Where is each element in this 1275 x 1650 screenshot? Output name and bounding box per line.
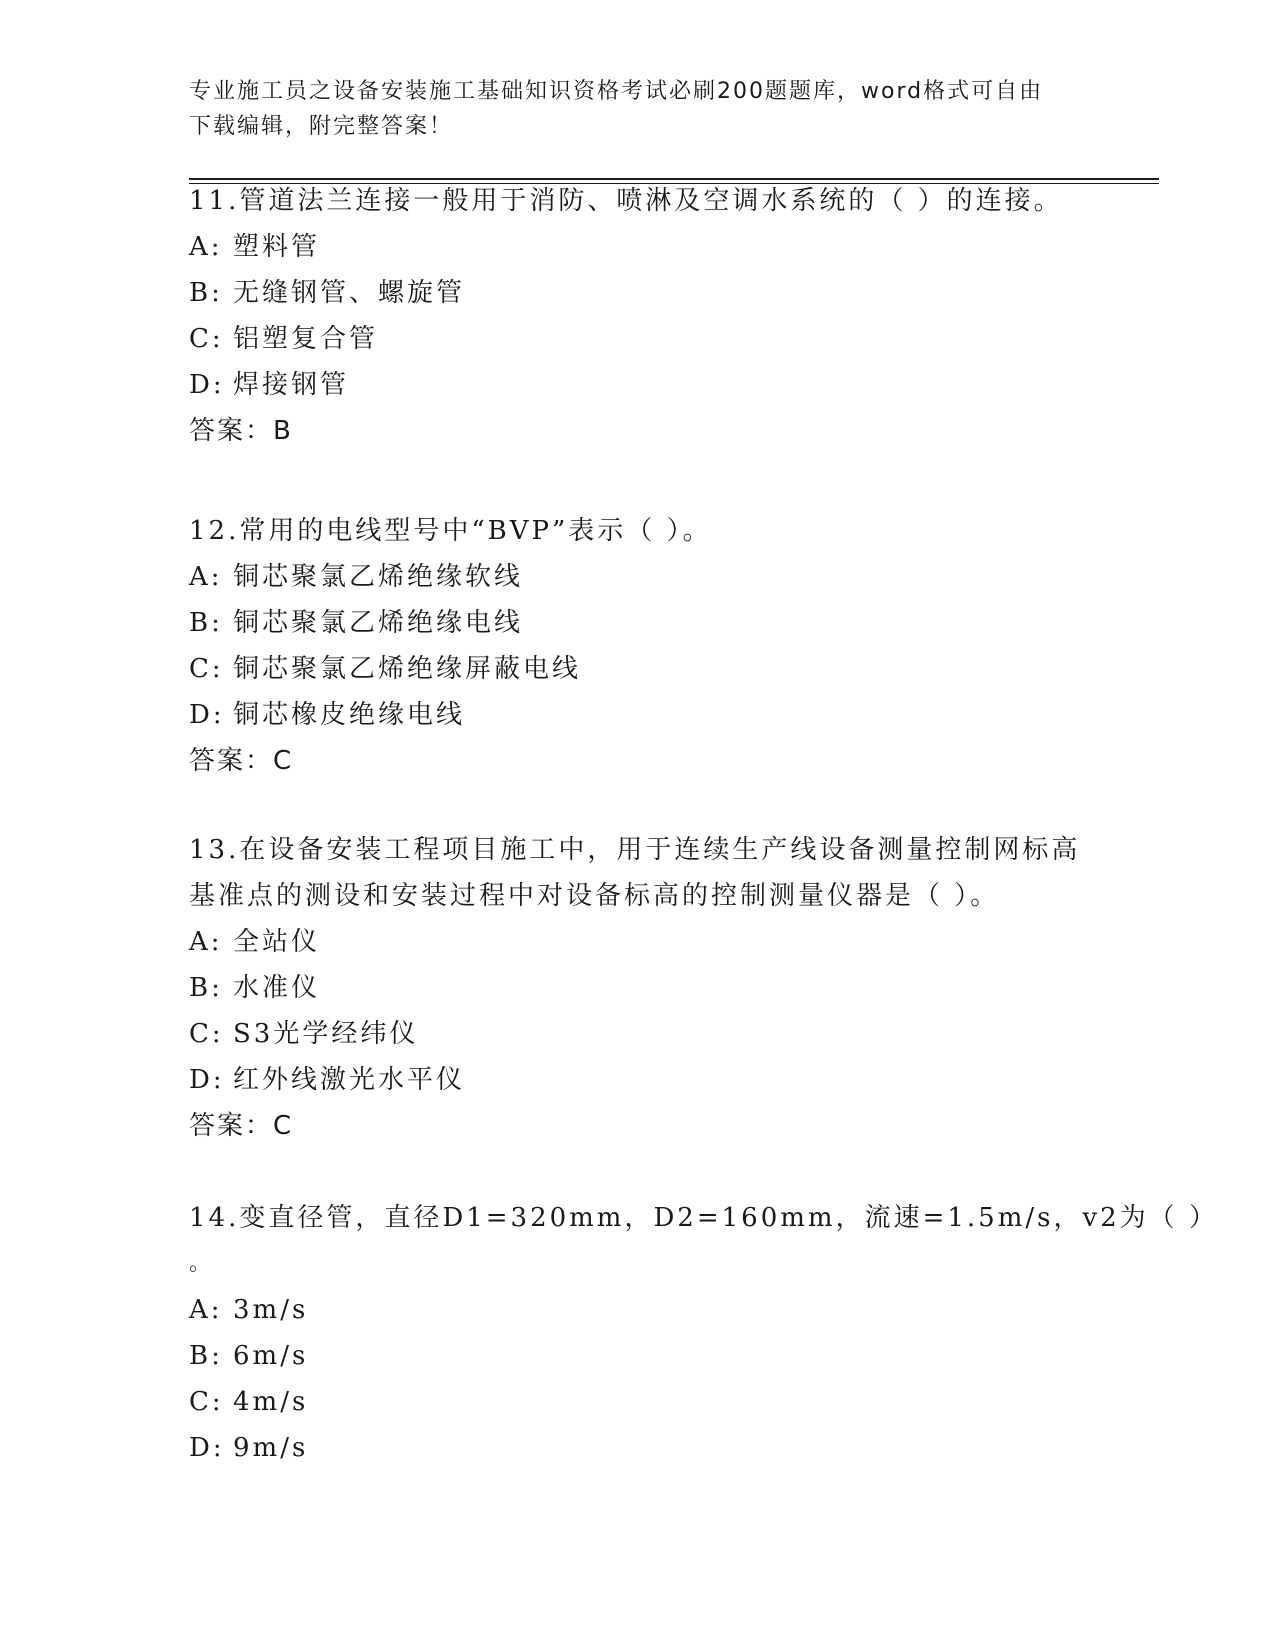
option-c	[189, 316, 1089, 362]
question-stem: 11.管道法兰连接一般用于消防、喷淋及空调水系统的（ ）的连接。	[189, 186, 1063, 216]
question-stem: 12.常用的电线型号中“BVP”表示（ ）。	[189, 516, 712, 546]
option-letter: A:	[189, 562, 223, 592]
option-letter: D:	[189, 700, 225, 730]
option-letter: D:	[189, 370, 225, 400]
option-letter: C:	[189, 324, 224, 354]
question-stem: 14.变直径管，直径D1=320mm，D2=160mm，流速=1.5m/s，v2为（ ）	[189, 1203, 1218, 1233]
option-c	[189, 646, 1089, 692]
header-line-2: 下载编辑，附完整答案！	[189, 114, 454, 139]
question-13	[189, 827, 1089, 1149]
option-b	[189, 965, 1089, 1011]
option-c	[189, 1011, 1089, 1057]
option-d	[189, 362, 1089, 408]
question-stem-tail: 。	[189, 1251, 215, 1276]
option-text: 全站仪	[233, 927, 321, 957]
option-b	[189, 1333, 1089, 1379]
option-a	[189, 224, 1089, 270]
option-letter: B:	[189, 608, 223, 638]
option-text: 铜芯聚氯乙烯绝缘电线	[233, 608, 524, 638]
answer-line: 答案：C	[189, 746, 294, 776]
question-stem-line-2: 基准点的测设和安装过程中对设备标高的控制测量仪器是（ ）。	[189, 881, 1000, 911]
answer-line: 答案：B	[189, 416, 293, 446]
option-letter: B:	[189, 1341, 223, 1371]
option-letter: A:	[189, 1295, 223, 1325]
option-d	[189, 692, 1089, 738]
option-letter: A:	[189, 232, 223, 262]
question-14	[189, 1195, 1218, 1471]
option-letter: B:	[189, 973, 223, 1003]
option-text: 4m/s	[233, 1387, 309, 1417]
option-letter: C:	[189, 1387, 224, 1417]
option-text: S3光学经纬仪	[233, 1019, 419, 1049]
option-d	[189, 1057, 1089, 1103]
option-text: 铜芯橡皮绝缘电线	[233, 700, 466, 730]
option-text: 铜芯聚氯乙烯绝缘屏蔽电线	[233, 654, 582, 684]
question-stem-line-1: 13.在设备安装工程项目施工中，用于连续生产线设备测量控制网标高	[189, 835, 1081, 865]
option-text: 3m/s	[233, 1295, 309, 1325]
option-letter: B:	[189, 278, 223, 308]
option-text: 9m/s	[233, 1433, 309, 1463]
option-b	[189, 600, 1089, 646]
answer-line: 答案：C	[189, 1111, 294, 1141]
option-text: 塑料管	[233, 232, 321, 262]
option-d	[189, 1425, 1089, 1471]
option-letter: C:	[189, 654, 224, 684]
option-a	[189, 919, 1089, 965]
option-text: 6m/s	[233, 1341, 309, 1371]
option-c	[189, 1379, 1089, 1425]
option-text: 红外线激光水平仪	[233, 1065, 466, 1095]
option-text: 焊接钢管	[233, 370, 350, 400]
option-text: 水准仪	[233, 973, 321, 1003]
question-11	[189, 178, 1089, 454]
option-letter: D:	[189, 1065, 225, 1095]
option-text: 铜芯聚氯乙烯绝缘软线	[233, 562, 524, 592]
option-letter: D:	[189, 1433, 225, 1463]
option-a	[189, 554, 1089, 600]
option-a	[189, 1287, 1089, 1333]
option-letter: C:	[189, 1019, 224, 1049]
document-header	[189, 74, 1069, 144]
option-text: 铝塑复合管	[233, 324, 379, 354]
option-text: 无缝钢管、螺旋管	[233, 278, 466, 308]
question-12	[189, 508, 1089, 784]
option-b	[189, 270, 1089, 316]
option-letter: A:	[189, 927, 223, 957]
header-line-1: 专业施工员之设备安装施工基础知识资格考试必刷200题题库，word格式可自由	[189, 79, 1044, 104]
